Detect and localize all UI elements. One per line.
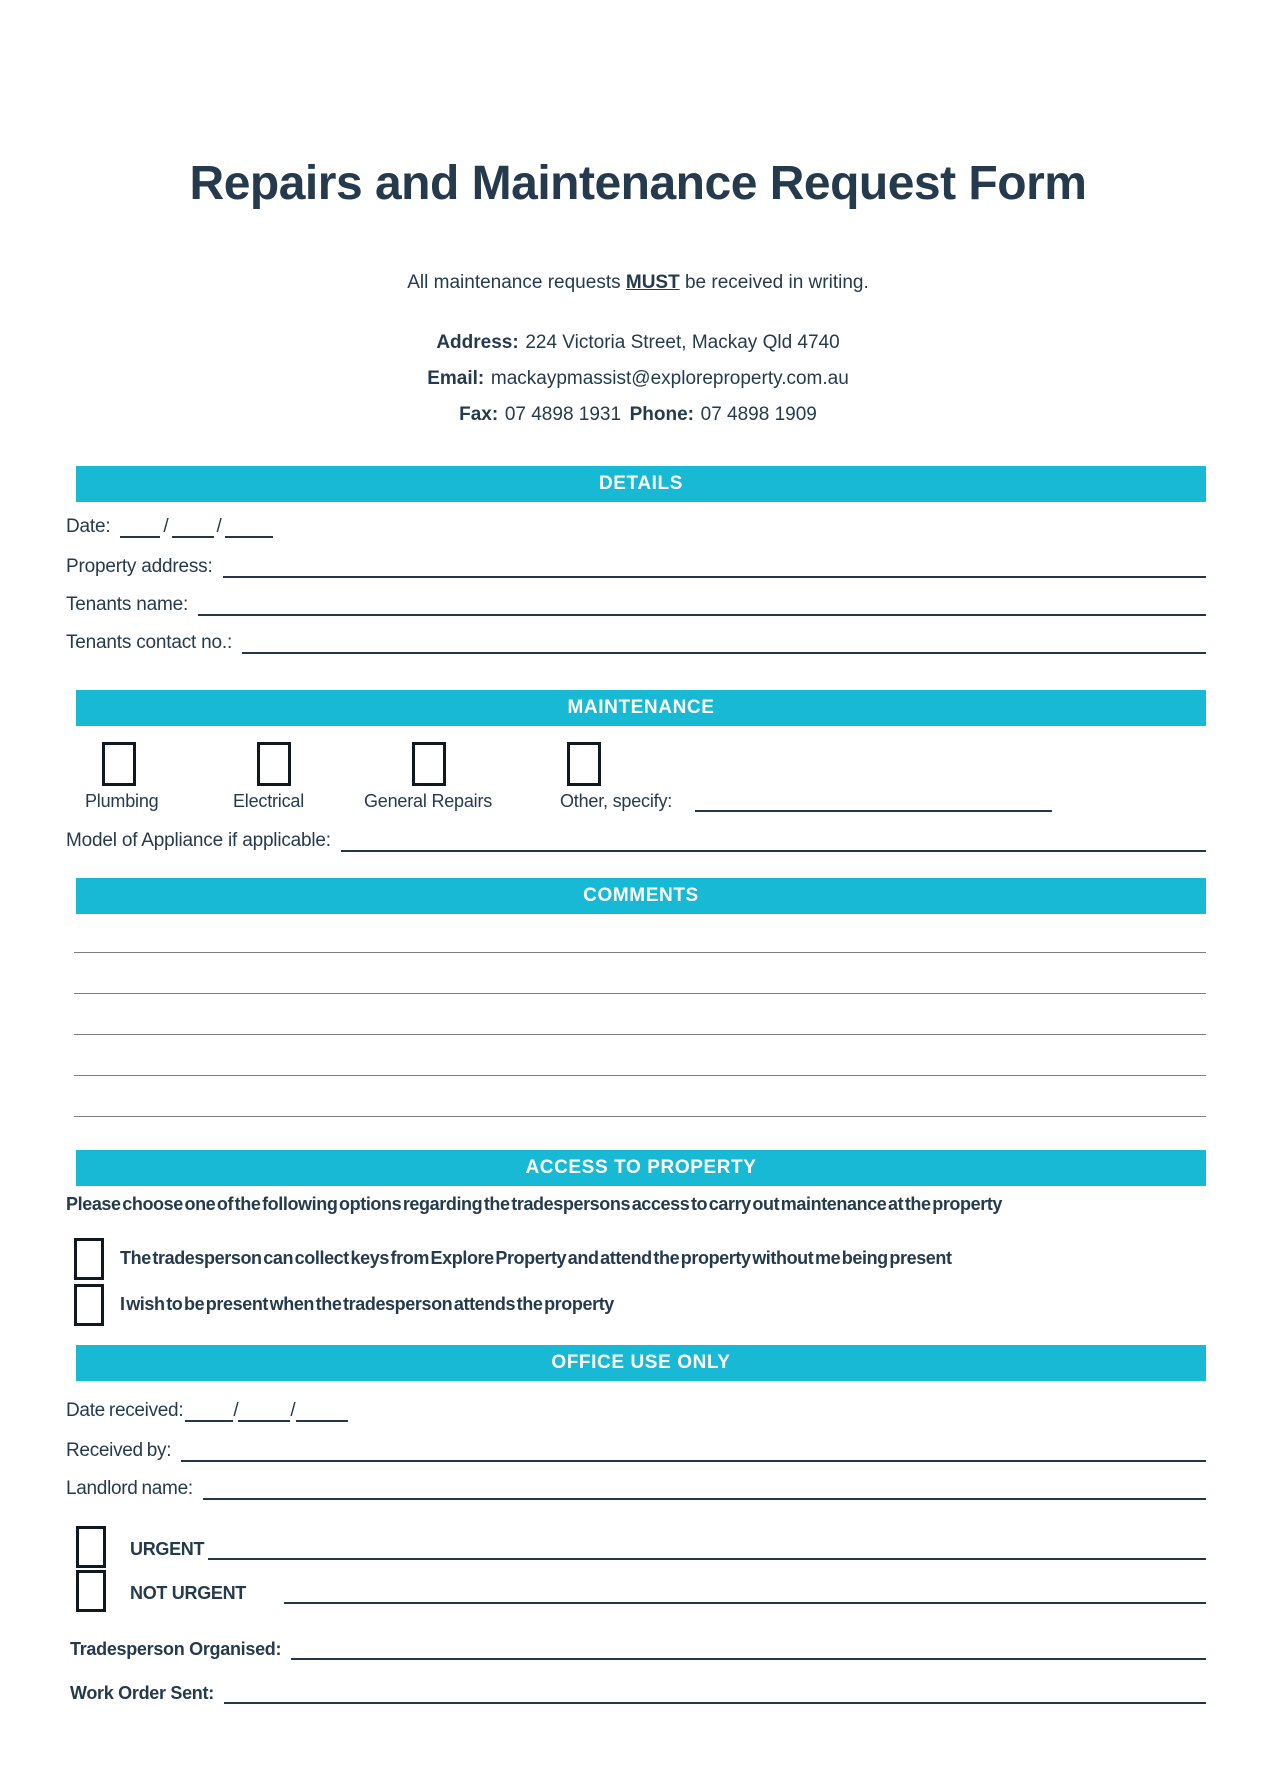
date-slash-2: / bbox=[216, 516, 222, 537]
subtitle-prefix: All maintenance requests bbox=[407, 272, 626, 293]
general-repairs-label: General Repairs bbox=[364, 791, 493, 811]
date-month-field[interactable] bbox=[172, 518, 214, 538]
work-order-row bbox=[70, 1678, 1206, 1704]
plumbing-checkbox[interactable] bbox=[102, 742, 136, 786]
page-title: Repairs and Maintenance Request Form bbox=[189, 157, 1087, 210]
not-urgent-row bbox=[130, 1578, 1206, 1604]
not-urgent-field[interactable] bbox=[284, 1584, 1206, 1604]
tenants-name-label: Tenants name: bbox=[66, 594, 189, 615]
email-value: mackaypmassist@exploreproperty.com.au bbox=[490, 368, 849, 389]
date-label: Date: bbox=[66, 516, 111, 537]
tenants-name-field[interactable] bbox=[198, 596, 1206, 616]
tenants-contact-row bbox=[66, 628, 1206, 654]
received-by-field[interactable] bbox=[181, 1442, 1206, 1462]
landlord-name-row bbox=[66, 1474, 1206, 1500]
comments-line[interactable] bbox=[74, 994, 1206, 1035]
date-year-field[interactable] bbox=[225, 518, 273, 538]
office-header-label: OFFICE USE ONLY bbox=[551, 1352, 731, 1373]
contact-address bbox=[0, 332, 1276, 354]
not-urgent-checkbox[interactable] bbox=[76, 1570, 106, 1612]
tradesperson-field[interactable] bbox=[291, 1640, 1206, 1660]
fax-label: Fax: bbox=[459, 404, 499, 425]
model-appliance-row bbox=[66, 826, 1206, 852]
electrical-label: Electrical bbox=[233, 791, 305, 811]
landlord-name-field[interactable] bbox=[203, 1480, 1206, 1500]
property-address-row bbox=[66, 552, 1206, 578]
date-received-row bbox=[66, 1396, 1206, 1422]
date-received-month-field[interactable] bbox=[238, 1402, 290, 1422]
email-label: Email: bbox=[427, 368, 485, 389]
tenants-contact-label: Tenants contact no.: bbox=[66, 632, 233, 653]
property-address-field[interactable] bbox=[223, 558, 1206, 578]
comments-line[interactable] bbox=[74, 953, 1206, 994]
phone-label: Phone: bbox=[629, 404, 694, 425]
date-day-field[interactable] bbox=[120, 518, 160, 538]
details-section-header bbox=[76, 466, 1206, 502]
date-received-year-field[interactable] bbox=[296, 1402, 348, 1422]
comments-section-header bbox=[76, 878, 1206, 914]
date-row bbox=[66, 512, 1206, 538]
comments-line[interactable] bbox=[74, 1076, 1206, 1117]
details-header-label: DETAILS bbox=[598, 473, 684, 494]
comments-header-label: COMMENTS bbox=[583, 885, 699, 906]
other-checkbox[interactable] bbox=[567, 742, 601, 786]
tenants-contact-field[interactable] bbox=[242, 634, 1206, 654]
subtitle-emphasis: MUST bbox=[625, 272, 680, 293]
be-present-checkbox[interactable] bbox=[74, 1284, 104, 1326]
plumbing-label: Plumbing bbox=[85, 791, 159, 811]
access-instruction: Please choose one of the following options regarding the tradespersons access to carry out maintenance at the property bbox=[66, 1194, 1003, 1214]
office-section-header bbox=[76, 1345, 1206, 1381]
work-order-field[interactable] bbox=[224, 1684, 1206, 1704]
other-specify-field[interactable] bbox=[695, 790, 1052, 812]
contact-fax-phone bbox=[0, 404, 1276, 426]
date-slash-1: / bbox=[163, 516, 169, 537]
landlord-name-label: Landlord name: bbox=[66, 1478, 193, 1499]
date-received-day-field[interactable] bbox=[185, 1402, 233, 1422]
received-by-row bbox=[66, 1436, 1206, 1462]
contact-email bbox=[0, 368, 1276, 390]
access-section-header bbox=[76, 1150, 1206, 1186]
fax-value: 07 4898 1931 bbox=[504, 404, 622, 425]
date-received-label: Date received: bbox=[66, 1400, 184, 1421]
address-value: 224 Victoria Street, Mackay Qld 4740 bbox=[525, 332, 840, 353]
subtitle-suffix: be received in writing. bbox=[679, 272, 869, 293]
received-by-label: Received by: bbox=[66, 1440, 172, 1461]
collect-keys-checkbox[interactable] bbox=[74, 1238, 104, 1280]
comments-line[interactable] bbox=[74, 1035, 1206, 1076]
maintenance-header-label: MAINTENANCE bbox=[567, 697, 715, 718]
urgent-field[interactable] bbox=[208, 1540, 1206, 1560]
date-received-slash-2: / bbox=[290, 1400, 296, 1421]
model-appliance-field[interactable] bbox=[341, 832, 1206, 852]
electrical-checkbox[interactable] bbox=[257, 742, 291, 786]
access-header-label: ACCESS TO PROPERTY bbox=[525, 1157, 757, 1178]
work-order-label: Work Order Sent: bbox=[70, 1683, 214, 1703]
general-repairs-checkbox[interactable] bbox=[412, 742, 446, 786]
not-urgent-label: NOT URGENT bbox=[130, 1583, 246, 1603]
date-received-slash-1: / bbox=[233, 1400, 239, 1421]
tradesperson-row bbox=[70, 1634, 1206, 1660]
phone-value: 07 4898 1909 bbox=[700, 404, 817, 425]
address-label: Address: bbox=[436, 332, 519, 353]
urgent-label: URGENT bbox=[130, 1539, 205, 1559]
property-address-label: Property address: bbox=[66, 556, 213, 577]
collect-keys-label: The tradesperson can collect keys from Explore Property and attend the property without me being present bbox=[120, 1248, 952, 1268]
subtitle bbox=[0, 272, 1276, 294]
comments-line[interactable] bbox=[74, 912, 1206, 953]
model-appliance-label: Model of Appliance if applicable: bbox=[66, 830, 331, 851]
urgent-row bbox=[130, 1534, 1206, 1560]
maintenance-section-header bbox=[76, 690, 1206, 726]
be-present-label: I wish to be present when the tradesperson attends the property bbox=[120, 1294, 614, 1314]
tradesperson-label: Tradesperson Organised: bbox=[70, 1639, 282, 1659]
other-specify-label: Other, specify: bbox=[560, 791, 673, 811]
tenants-name-row bbox=[66, 590, 1206, 616]
comments-area bbox=[74, 912, 1206, 1117]
urgent-checkbox[interactable] bbox=[76, 1526, 106, 1568]
